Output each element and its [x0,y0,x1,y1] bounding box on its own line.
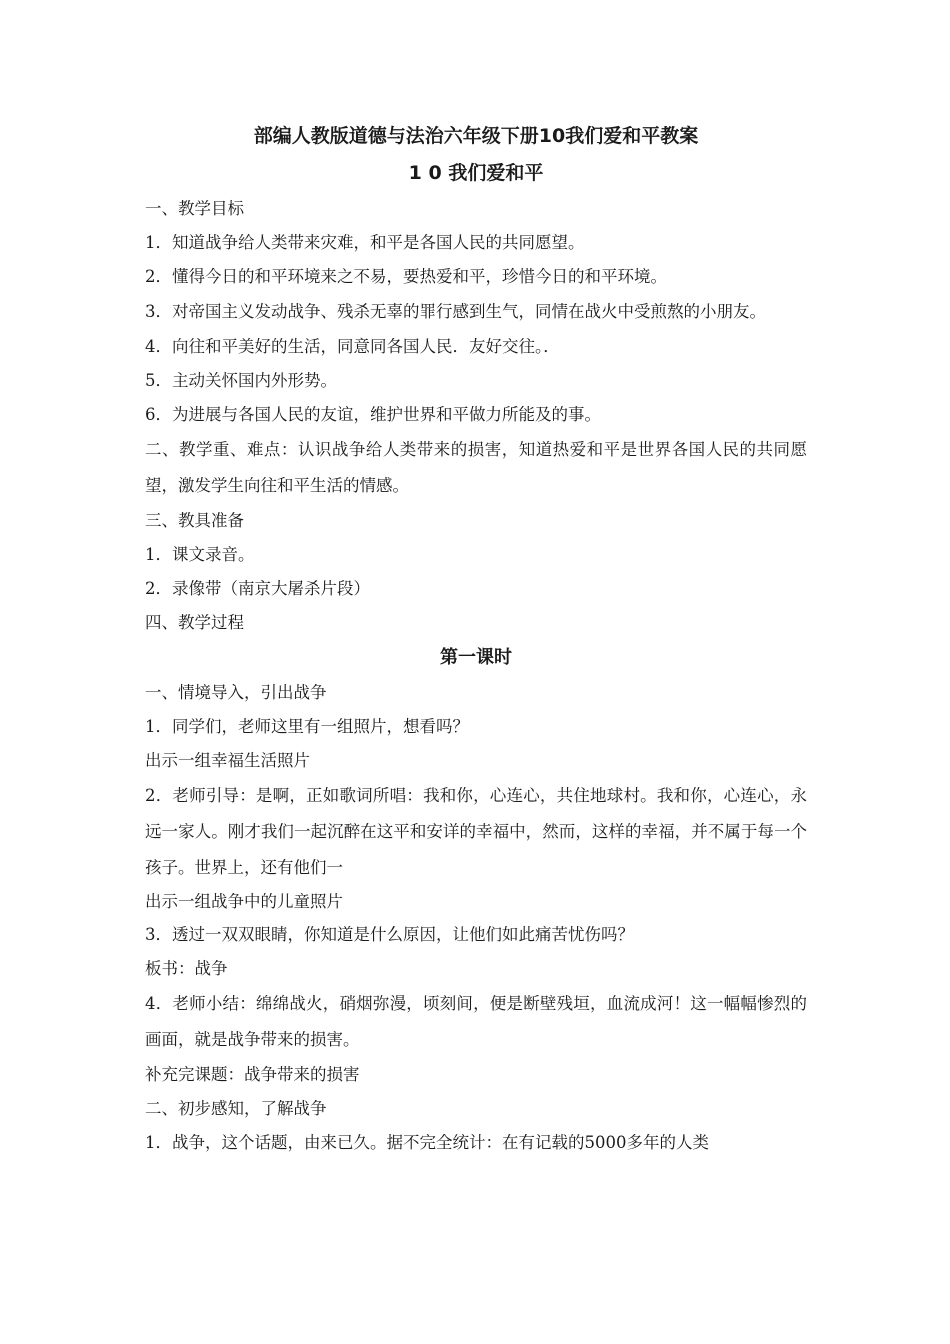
goal-item-5: 5．主动关怀国内外形势。 [145,371,337,390]
step-heading-1: 一、情境导入，引出战争 [145,683,327,702]
aid-item-1: 1．课文录音。 [145,545,255,564]
document-body [145,118,807,1160]
step-item: 3．透过一双双眼睛，你知道是什么原因，让他们如此痛苦忧伤吗？ [145,925,634,944]
goal-item-1: 1．知道战争给人类带来灾难，和平是各国人民的共同愿望。 [145,233,585,252]
goal-item-4: 4．向往和平美好的生活，同意同各国人民．友好交往。． [145,337,560,356]
aid-item-2: 2．录像带（南京大屠杀片段） [145,579,370,598]
step-note: 出示一组战争中的儿童照片 [145,892,343,911]
goal-item-2: 2．懂得今日的和平环境来之不易，要热爱和平，珍惜今日的和平环境。 [145,267,667,286]
step-note: 出示一组幸福生活照片 [145,751,310,770]
goal-item-6: 6．为进展与各国人民的友谊，维护世界和平做力所能及的事。 [145,405,601,424]
step-heading-2: 二、初步感知，了解战争 [145,1099,327,1118]
section-title: 第一课时 [440,647,512,668]
goal-item-3: 3．对帝国主义发动战争、残杀无辜的罪行感到生气，同情在战火中受煎熬的小朋友。 [145,302,766,321]
heading-teaching-aids: 三、教具准备 [145,511,244,530]
heading-teaching-process: 四、教学过程 [145,613,244,632]
heading-teaching-goals: 一、教学目标 [145,199,244,218]
lesson-title: 1 0 我们爱和平 [408,162,544,184]
key-points-paragraph: 二、教学重、难点：认识战争给人类带来的损害，知道热爱和平是世界各国人民的共同愿望，激发学生向往和平生活的情感。 [145,440,807,495]
step-note: 补充完课题：战争带来的损害 [145,1065,360,1084]
step-item: 4．老师小结：绵绵战火，硝烟弥漫，顷刻间，便是断壁残垣，血流成河！这一幅幅惨烈的画面，就是战争带来的损害。 [145,994,807,1049]
step-item: 2．老师引导：是啊，正如歌词所唱：我和你，心连心，共住地球村。我和你，心连心，永远一家人。刚才我们一起沉醉在这平和安详的幸福中，然而，这样的幸福，并不属于每一个孩子。世界上，还有他们一 [145,786,807,877]
step-item: 1．战争，这个话题，由来已久。据不完全统计：在有记载的5000多年的人类 [145,1133,709,1152]
document-title: 部编人教版道德与法治六年级下册10我们爱和平教案 [253,125,699,147]
step-item: 1．同学们，老师这里有一组照片，想看吗？ [145,717,469,736]
step-note: 板书：战争 [145,959,228,978]
